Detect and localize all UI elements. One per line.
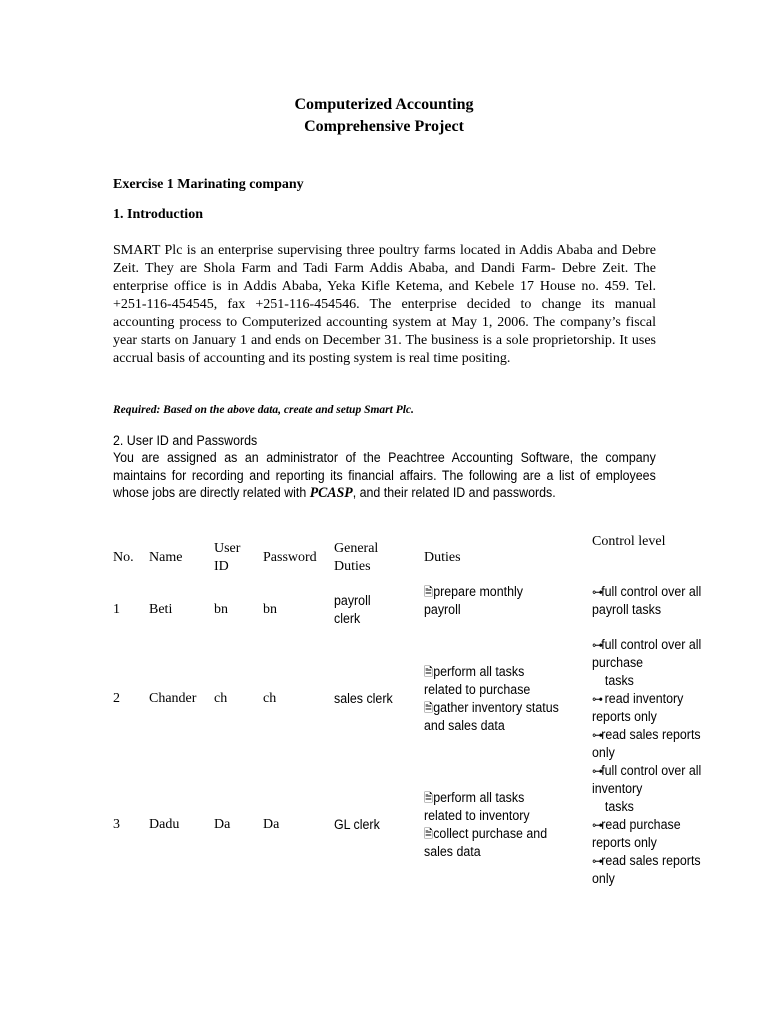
document-title-line1: Computerized Accounting	[294, 96, 474, 113]
row2-duty-1-cont: related to purchase	[424, 682, 531, 697]
row1-general-duties	[334, 592, 371, 628]
row1-control-1: full control over all	[601, 584, 702, 599]
document-icon: 🗎	[424, 665, 433, 679]
row2-duty-2-cont: and sales data	[424, 718, 505, 733]
row1-password: bn	[263, 602, 277, 617]
key-icon: ⊶	[592, 638, 604, 652]
row3-control-2: read purchase	[601, 817, 681, 832]
section2-text-before: You are assigned as an administrator of the Peachtree Accounting Software, the company maintains for recording and reporting its financial affairs. The following are a list of employees whose jobs are directly related with	[113, 450, 656, 500]
row3-no: 3	[113, 817, 120, 832]
header-user-id-line1: User	[214, 541, 241, 556]
row3-duty-1-cont: related to inventory	[424, 808, 530, 823]
section2-paragraph	[113, 449, 656, 503]
document-icon: 🗎	[424, 827, 433, 841]
row2-control-3-cont: only	[592, 745, 615, 760]
row3-control-2-cont: reports only	[592, 835, 657, 850]
row3-name: Dadu	[149, 817, 180, 832]
key-icon: ⊶	[592, 728, 604, 742]
pcasp-emphasis: PCASP	[309, 485, 353, 501]
key-icon: ⊶	[592, 764, 604, 778]
introduction-heading: 1. Introduction	[113, 207, 203, 222]
row3-duties	[424, 789, 547, 861]
row1-general-duties-line1: payroll	[334, 593, 371, 608]
row1-user-id: bn	[214, 602, 228, 617]
row2-general-duties-line1: sales clerk	[334, 691, 393, 706]
row2-name: Chander	[149, 691, 197, 706]
row2-control-1-cont2: tasks	[604, 673, 634, 688]
key-icon: ⊶	[592, 854, 604, 868]
row2-control-3: read sales reports	[601, 727, 701, 742]
document-icon: 🗎	[424, 701, 433, 715]
row2-password: ch	[263, 691, 277, 706]
row3-control-1-cont: inventory	[592, 781, 643, 796]
row2-general-duties	[334, 690, 393, 708]
header-general-duties-line1: General	[334, 541, 379, 556]
row1-general-duties-line2: clerk	[334, 611, 361, 626]
row2-control-1: full control over all	[601, 637, 702, 652]
introduction-paragraph: SMART Plc is an enterprise supervising three poultry farms located in Addis Ababa and Debre Zeit. They are Shola Farm and Tadi Farm Addis Ababa, and Dandi Farm- Debre Zeit. The enterprise office is in Addis Ababa, Yeka Kifle Ketema, and Kebele 17 House no. 459. Tel. +251-116-454545, fax +251-116-454546. The enterprise decided to change its manual accounting process to Computerized accounting system at May 1, 2006. The company’s fiscal year starts on January 1 and ends on December 31. The business is a sole proprietorship. It uses accrual basis of accounting and its posting system is real time positing.	[113, 243, 656, 366]
required-instruction: Required: Based on the above data, create and setup Smart Plc.	[113, 404, 414, 416]
row2-control-2-cont: reports only	[592, 709, 657, 724]
header-name: Name	[149, 550, 183, 565]
header-duties: Duties	[424, 550, 461, 565]
row3-duty-2: collect purchase and	[433, 826, 548, 841]
section2-heading: 2. User ID and Passwords	[113, 433, 258, 448]
header-user-id	[214, 540, 240, 576]
header-control-level: Control level	[592, 534, 666, 549]
row3-general-duties	[334, 816, 380, 834]
exercise-heading: Exercise 1 Marinating company	[113, 177, 304, 192]
document-icon: 🗎	[424, 585, 433, 599]
row2-control	[592, 636, 701, 762]
row1-duty-1: prepare monthly	[433, 584, 523, 599]
row3-control-1: full control over all	[601, 763, 702, 778]
row1-duties	[424, 583, 523, 619]
row2-duty-1: perform all tasks	[433, 664, 525, 679]
row2-no: 2	[113, 691, 120, 706]
header-general-duties-line2: Duties	[334, 559, 371, 574]
row2-duty-2: gather inventory status	[433, 700, 559, 715]
row2-duties	[424, 663, 559, 735]
row3-general-duties-line1: GL clerk	[334, 817, 380, 832]
document-title-line2: Comprehensive Project	[304, 118, 464, 135]
row3-control-3-cont: only	[592, 871, 615, 886]
row1-duty-1-cont: payroll	[424, 602, 461, 617]
row1-control-1-cont: payroll tasks	[592, 602, 662, 617]
header-password: Password	[263, 550, 317, 565]
row2-control-2: read inventory	[601, 691, 684, 706]
section2-text-after: , and their related ID and passwords.	[352, 485, 556, 500]
header-user-id-line2: ID	[214, 559, 229, 574]
header-no: No.	[113, 550, 134, 565]
row3-user-id: Da	[214, 817, 231, 832]
document-icon: 🗎	[424, 791, 433, 805]
row3-duty-2-cont: sales data	[424, 844, 481, 859]
row1-name: Beti	[149, 602, 173, 617]
row1-control	[592, 583, 701, 619]
key-icon: ⊶	[592, 692, 604, 706]
row2-user-id: ch	[214, 691, 228, 706]
row3-control-3: read sales reports	[601, 853, 701, 868]
row3-control	[592, 762, 701, 888]
row3-password: Da	[263, 817, 280, 832]
row3-control-1-cont2: tasks	[604, 799, 634, 814]
key-icon: ⊶	[592, 585, 604, 599]
row1-no: 1	[113, 602, 120, 617]
key-icon: ⊶	[592, 818, 604, 832]
header-general-duties	[334, 540, 378, 576]
row2-control-1-cont: purchase	[592, 655, 644, 670]
row3-duty-1: perform all tasks	[433, 790, 525, 805]
